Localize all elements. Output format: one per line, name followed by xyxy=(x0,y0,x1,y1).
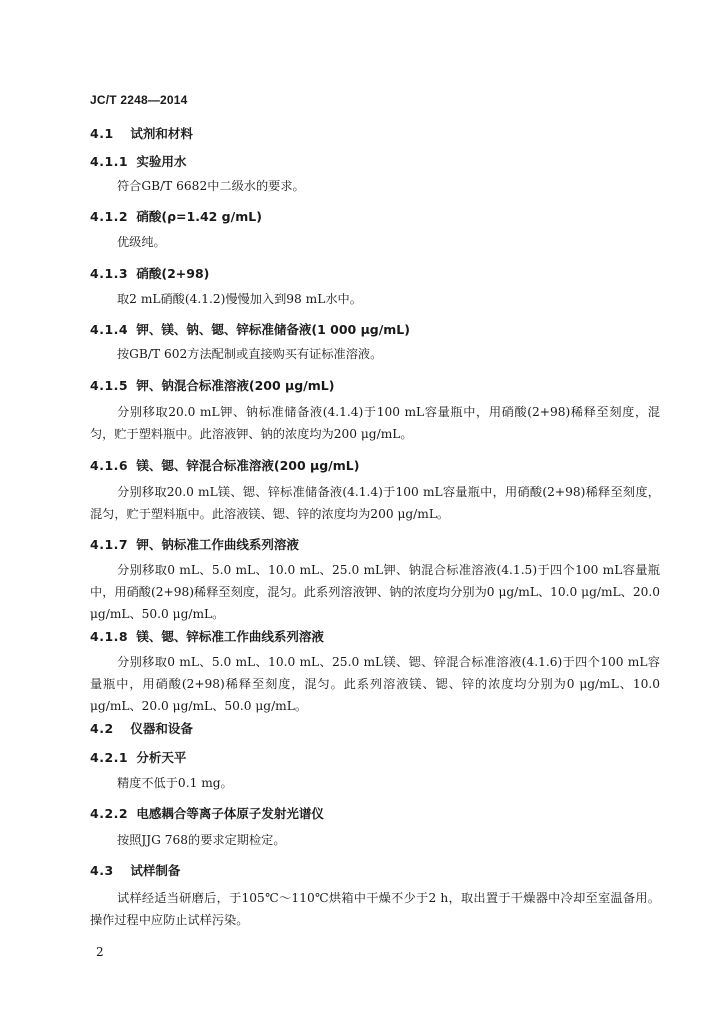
section-title: 试样制备 xyxy=(130,863,181,878)
section-heading-4-2-2 xyxy=(90,804,324,822)
section-title: 硝酸(ρ=1.42 g/mL) xyxy=(136,209,262,224)
section-number: 4.1.6 xyxy=(90,458,129,473)
section-heading-4-1-6 xyxy=(90,456,359,474)
section-body-4-2-1: 精度不低于0.1 mg。 xyxy=(117,776,233,790)
section-title: 电感耦合等离子体原子发射光谱仪 xyxy=(136,806,324,821)
section-heading-4-1-1 xyxy=(90,152,186,170)
section-number: 4.1.1 xyxy=(90,154,129,169)
section-heading-4-1-2 xyxy=(90,207,262,225)
section-title: 硝酸(2+98) xyxy=(136,266,210,281)
section-heading-4-1-3 xyxy=(90,264,209,282)
page-number: 2 xyxy=(96,945,104,959)
section-number: 4.1.8 xyxy=(90,629,129,644)
section-body-4-1-7: 分别移取0 mL、5.0 mL、10.0 mL、25.0 mL钾、钠混合标准溶液(4.1.5)于四个100 mL容量瓶中，用硝酸(2+98)稀释至刻度，混匀。此系列溶液钾、钠的浓度均分别为0 μg/mL、10.0 μg/mL、20.0 μg/mL、50.0 μg/mL。 xyxy=(90,563,660,621)
section-body-4-3: 试样经适当研磨后，于105℃～110℃烘箱中干燥不少于2 h，取出置于干燥器中冷却至室温备用。操作过程中应防止试样污染。 xyxy=(90,891,660,927)
section-number: 4.1 xyxy=(90,126,114,141)
section-number: 4.1.2 xyxy=(90,209,129,224)
section-heading-4-1-7 xyxy=(90,535,299,553)
section-title: 钾、钠标准工作曲线系列溶液 xyxy=(136,537,299,552)
section-title: 试剂和材料 xyxy=(130,126,193,141)
section-number: 4.2 xyxy=(90,721,114,736)
section-heading-4-1-5 xyxy=(90,376,334,394)
section-number: 4.1.4 xyxy=(90,322,129,337)
section-heading-4-2-1 xyxy=(90,748,186,766)
section-title: 镁、锶、锌混合标准溶液(200 μg/mL) xyxy=(136,458,360,473)
section-body-4-1-4: 按GB/T 602方法配制或直接购买有证标准溶液。 xyxy=(117,347,383,361)
section-title: 仪器和设备 xyxy=(130,721,193,736)
section-body-4-1-5: 分别移取20.0 mL钾、钠标准储备液(4.1.4)于100 mL容量瓶中，用硝酸(2+98)稀释至刻度，混匀，贮于塑料瓶中。此溶液钾、钠的浓度均为200 μg/mL。 xyxy=(90,405,660,441)
section-body-4-1-1: 符合GB/T 6682中二级水的要求。 xyxy=(117,179,305,193)
section-body-4-1-2: 优级纯。 xyxy=(117,235,166,249)
section-title: 镁、锶、锌标准工作曲线系列溶液 xyxy=(136,629,324,644)
section-heading-4-2 xyxy=(90,719,193,737)
section-body-4-1-3: 取2 mL硝酸(4.1.2)慢慢加入到98 mL水中。 xyxy=(117,292,362,306)
section-heading-4-1-8 xyxy=(90,627,324,645)
section-heading-4-3 xyxy=(90,861,180,879)
standard-code: JC/T 2248—2014 xyxy=(90,93,188,107)
section-number: 4.2.2 xyxy=(90,806,129,821)
section-number: 4.1.7 xyxy=(90,537,129,552)
section-number: 4.2.1 xyxy=(90,750,129,765)
section-body-4-2-2: 按照JJG 768的要求定期检定。 xyxy=(117,833,286,847)
section-number: 4.1.5 xyxy=(90,378,129,393)
section-title: 分析天平 xyxy=(136,750,187,765)
section-title: 钾、钠混合标准溶液(200 μg/mL) xyxy=(136,378,335,393)
section-number: 4.3 xyxy=(90,863,114,878)
section-title: 实验用水 xyxy=(136,154,187,169)
section-heading-4-1 xyxy=(90,124,193,142)
section-heading-4-1-4 xyxy=(90,320,410,338)
section-body-4-1-6: 分别移取20.0 mL镁、锶、锌标准储备液(4.1.4)于100 mL容量瓶中，用硝酸(2+98)稀释至刻度，混匀，贮于塑料瓶中。此溶液镁、锶、锌的浓度均为200 μg/mL。 xyxy=(90,485,660,521)
section-number: 4.1.3 xyxy=(90,266,129,281)
section-title: 钾、镁、钠、锶、锌标准储备液(1 000 μg/mL) xyxy=(136,322,410,337)
section-body-4-1-8: 分别移取0 mL、5.0 mL、10.0 mL、25.0 mL镁、锶、锌混合标准溶液(4.1.6)于四个100 mL容量瓶中，用硝酸(2+98)稀释至刻度，混匀。此系列溶液镁、锶、锌的浓度均分别为0 μg/mL、10.0 μg/mL、20.0 μg/mL、50.0 μg/mL。 xyxy=(90,655,660,713)
